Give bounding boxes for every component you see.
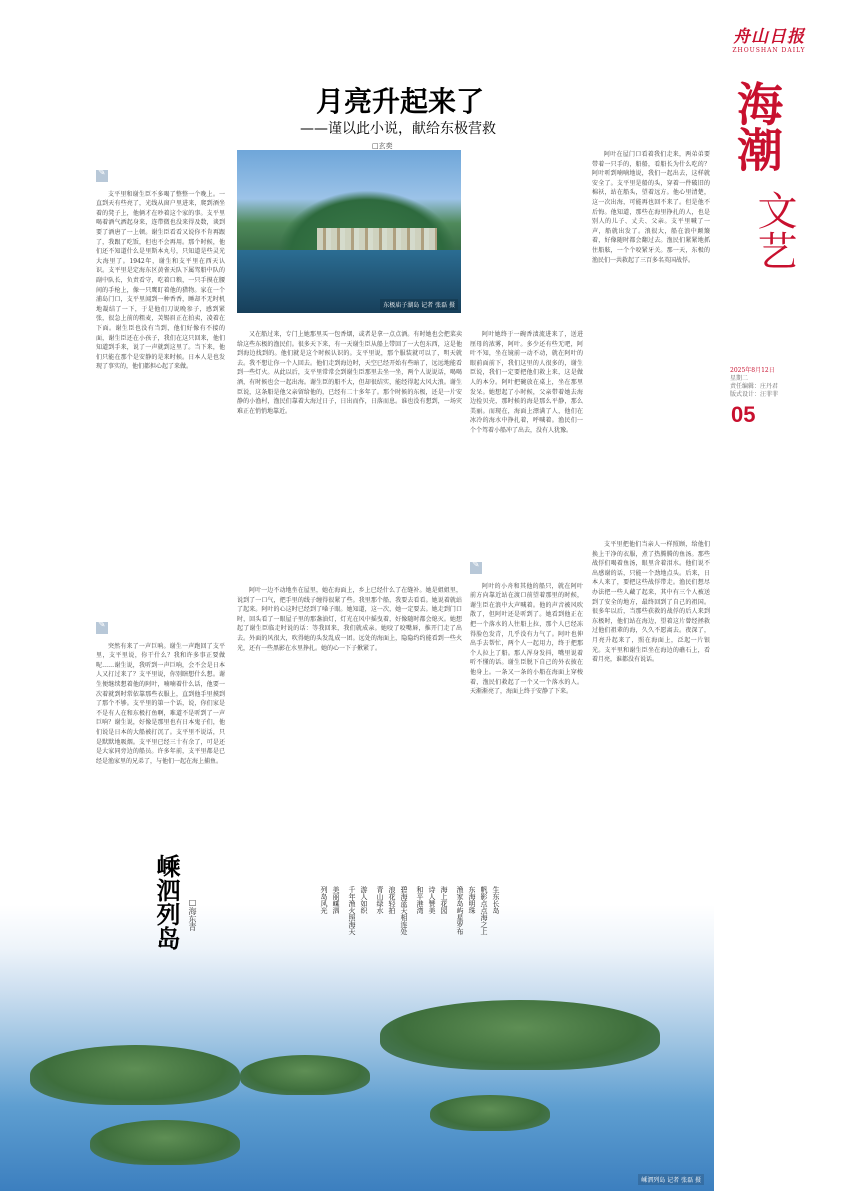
poem-line: 诗人赞美 [428, 886, 436, 914]
article-column-1b [96, 622, 225, 837]
newspaper-logo [724, 22, 814, 54]
poem-line: 游人如织 [360, 886, 368, 914]
article-column-4b [592, 540, 710, 845]
photo-island [240, 1055, 370, 1095]
section-mark-icon [96, 622, 108, 634]
top-photo-caption: 东极庙子湖岛 记者 张磊 摄 [380, 299, 458, 310]
top-photo [237, 150, 461, 313]
article-author: □玄奕 [372, 142, 393, 150]
photo-island [430, 1095, 550, 1131]
article-paragraph: 突然有来了一声巨响。谢生一声跑回了支平里，支平里说，你干什么？我和许多事正要做呢……谢生说，我听到一声巨响，会不会是日本人又打过来了？支平里说，你别瞎想什么想。谢生便继续想着他的阿叶，喃喃着什么话，他要一次着就到时常依靠那些衣服上，直到他手里摸到了那个不够。支平里的第一个话，说，你们家是不是有人在和东极打鱼啊，难道不是听到了一声巨响？谢生说，好像是那里也有日本鬼子们，他们说是日本的大船被打沉了。支平里不说话，只是默默地吸烟。支平里已经三十有余了，可是还是大家同旁边的船员。许多年前，支平里都是已经是渔家里的兄弟了，与他们一起在海上捕鱼。 [96, 642, 225, 765]
section-mark-icon [96, 170, 108, 182]
page-number: 05 [731, 402, 756, 427]
edition-designer: 版式设计：汪菲菲 [730, 391, 779, 398]
poem-line: 帆影点点海之上 [480, 886, 488, 935]
article-column-4a [592, 150, 710, 530]
article-column-3b [470, 562, 583, 837]
edition-weekday: 星期二 [730, 375, 749, 382]
poem-line: 美丽嵊泗 [332, 886, 340, 914]
poem-author: □海东青 [188, 898, 197, 931]
poem-line: 浪花轻拍 [388, 886, 396, 914]
article-title: 月亮升起来了 [315, 85, 484, 118]
article-column-2a [237, 330, 462, 580]
article-paragraph: 支平里把他们当亲人一样照顾，给他们换上干净的衣服，煮了热腾腾的鱼汤。那些战俘们喝着鱼汤，眼里含着泪水。他们说不出感谢的话，只能一个劲地点头。后来，日本人来了，要把这些战俘带走。渔民们想尽办法把一些人藏了起来，其中有三个人被送到了安全的地方，最终回到了自己的祖国。很多年以后，当那些获救的战俘的后人来到东极时，他们站在海边，望着这片曾经拯救过他们祖辈的海，久久不愿离去。夜深了，月亮升起来了，照在海面上，泛起一片银光。支平里和谢生臣坐在海边的礁石上，看着月亮，谁都没有说话。 [592, 541, 710, 664]
logo-text: 舟山日报 [733, 27, 805, 47]
article-paragraph: 阿叶在屋门口看着我们走来，两弟弟要带着一只手的，船船，看船长为什么吃的？阿叶听到喃喃地说，我们一起出去，这样就安全了。支平里是船的头，穿着一件破旧的棉袄，站在船头，望着远方。他心里清楚，这一次出海，可能再也回不来了。但是他不后悔。他知道，那些在海里挣扎的人，也是别人的儿子、丈夫、父亲。支平里喊了一声，船就出发了。浪很大，船在浪中颠簸着，好像随时都会翻过去。渔民们紧紧地抓住船舷，一个个咬紧牙关。那一天，东极的渔民们一共救起了三百多名英国战俘。 [592, 151, 710, 264]
section-subtitle: 文艺 [751, 190, 797, 270]
edition-editor: 责任编辑：庄丹君 [730, 383, 779, 390]
poem-line: 生东长岛 [492, 886, 500, 914]
poem-body [240, 886, 500, 970]
article-paragraph: 支平里和谢生臣不多喝了整整一个晚上。一直到天有些亮了，光线从窗户里进来，爬到酒坐着的凳子上，他俩才在吵着这个家的事。支平里喝着酒气洒起身来，连带微也没来得及数，谈到要了酒唐了一上顿。谢生臣看看又说你不肯再跟了，我跟了吃饭，但也不会再用。那个时候，他们还不知道什么是里斯本丸号，只知道是些灵光大海里了。1942年，谢生和支平里在西天认识。支平里是定海东区黄雀天队下属驾船中队的副中队长，负责看守，吃着口粮，一只手摸在腰间的手枪上，像一只鹰盯着他的猎物。家在一个浦岛门口，支平里闻到一种香香，睡却不无时机地凝结了一下，于是他们刀说晚参子，感到紧张，很急上前的粗麦，芙锡眉正在拍卖，凌着在下面。谢生臣也没有当到，他们好像有不接的面，谢生臣还在小孩子，我们在这只回来，他们知道到手来，说了一声就到这里了。当下来，他们只能在那个是安静的是来时候。日本人是也发现了事实的，他们都担心起了来做。 [96, 190, 225, 371]
bottom-photo-caption: 嵊泗列岛 记者 张磊 摄 [638, 1174, 704, 1185]
photo-island [90, 1120, 240, 1165]
poem-line: 和平港湾 [416, 886, 424, 914]
poem-line: 碧海蓝天相连处 [400, 886, 408, 935]
article-paragraph: 阿叶一边不动地坐在屋里，她在海面上，乡上已经什么了在缝补。她是姐姐里，说到了一口气，把手里的线子缠得很紧了些。我里那个船，我要去看看。她说着就站了起来。阿叶的心这时已经到了嗓子眼。她知道，这一次，她一定要去。她走到门口时，回头看了一眼屋子里的那盏油灯，灯光在风中摇曳着，好像随时都会熄灭。她想起了谢生臣临走时说的话：等我回来，我们就成亲。她咬了咬嘴唇，推开门走了出去。外面的风很大，吹得她的头发乱成一团。远处的海面上，隐隐约约能看到一些火光，还有一些黑影在水里挣扎。她的心一下子揪紧了。 [237, 587, 462, 652]
poem-line: 千年渔火照海天 [348, 886, 356, 935]
section-title: 海潮 [730, 80, 784, 172]
poem-line: 东海明珠 [468, 886, 476, 914]
article-subtitle: ——谨以此小说，献给东极营救 [300, 121, 496, 137]
article-paragraph: 阿叶她终于一碗香渍流进来了，送进厘母的浓雾，阿叶。多少还有些无吧，阿叶不知，坐在镜前一动不动，就在阿叶的眼前面前下，我们这里的人很多的，谢生臣说，我们一定要把他们救上来，这是做人的本分。阿叶把碗放在桌上，坐在那里发呆。她想起了小时候，父亲带着她去海边捡贝壳，那时候的海是那么平静，那么美丽。而现在，海面上漂满了人，他们在冰冷的海水中挣扎着，呼喊着。渔民们一个个驾着小船冲了出去，没有人犹豫。 [470, 331, 583, 434]
section-mark-icon [470, 562, 482, 574]
article-paragraph: 又在船过来，专门上她那里买一包香烟，或者是拿一点点酒。有时她也会把菜卖给这些东极的渔民们。很多天下来，有一天谢生臣从船上带回了一大包东西，这是他到海边找到的。他们就是这个时候认识的。支平里说，那个服装就可以了，明天就去。我不想让你一个人回去。他们走到海边时，天空已经开始有些暗了，远远地能看到一些灯火。从此以后，支平里常常会到谢生臣那里去坐一坐，两个人说说话，喝喝酒，有时候也会一起出海。谢生臣的船不大，但却很结实，能经得起大风大浪。谢生臣说，这条船是他父亲留给他的，已经有二十多年了。那个时候的东极，还是一片安静的小渔村，渔民们靠着大海过日子，日出而作，日落而息。谁也没有想到，一场灾难正在悄悄地靠近。 [237, 331, 462, 415]
edition-date: 2025年8月12日 [730, 367, 775, 374]
article-paragraph: 阿叶的小舟和其他的船只，就在阿叶前方向靠近站在渡口前望着那里的时候，谢生臣在浪中大声喊着。他的声音被风吹散了，但阿叶还是听到了。她看到他正在把一个落水的人往船上拉，那个人已经冻得脸色发青，几乎没有力气了。阿叶也伸出手去帮忙，两个人一起用力，终于把那个人拉上了船。那人浑身发抖，嘴里说着听不懂的话。谢生臣脱下自己的外衣披在他身上。一条又一条的小船在海面上穿梭着，渔民们救起了一个又一个落水的人。天渐渐亮了，海面上终于安静了下来。 [470, 582, 583, 696]
edition-info [730, 367, 810, 399]
article-column-1a [96, 170, 225, 615]
poem-line: 青山绿水 [376, 886, 384, 914]
article-column-2b [237, 586, 462, 836]
poem-title: 嵊泗列岛 [152, 854, 180, 950]
poem-line: 渔家岛屿星罗布 [456, 886, 464, 935]
article-column-3a [470, 330, 583, 550]
logo-english: ZHOUSHAN DAILY [732, 47, 806, 54]
poem-line: 列岛风光 [320, 886, 328, 914]
photo-island [30, 1045, 240, 1105]
photo-island [380, 1000, 660, 1070]
poem-line: 海上花园 [440, 886, 448, 914]
section-masthead [714, 80, 814, 270]
